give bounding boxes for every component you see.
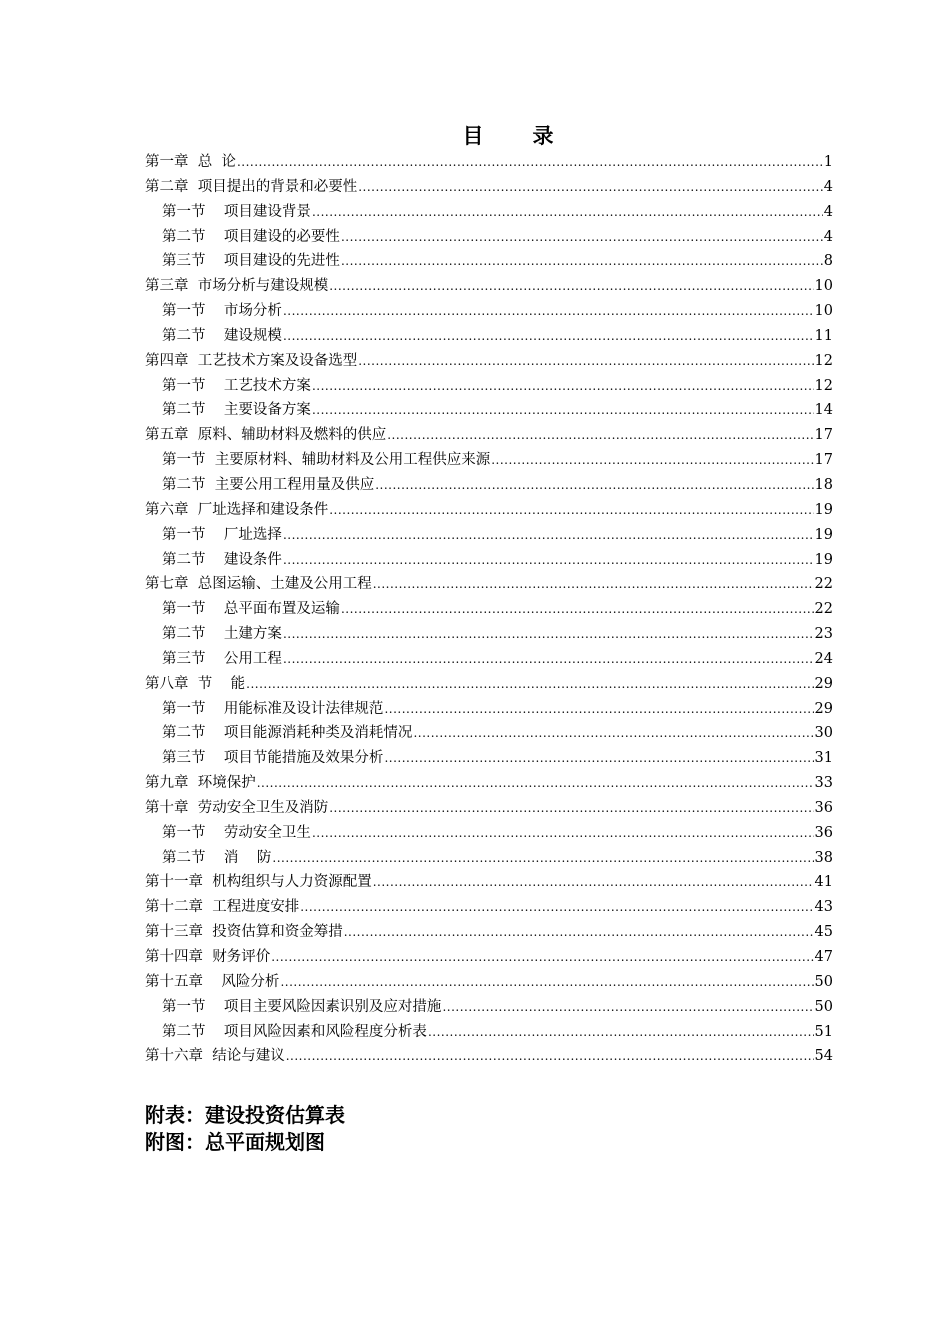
toc-chapter-entry[interactable] <box>145 498 833 523</box>
toc-dot-leader <box>246 672 813 697</box>
toc-page-number: 12 <box>814 377 833 394</box>
toc-dot-leader <box>358 175 823 200</box>
toc-dot-leader <box>312 200 823 225</box>
toc-page-number: 17 <box>814 452 833 469</box>
toc-chapter-entry[interactable] <box>145 1044 833 1069</box>
toc-dot-leader <box>312 821 814 846</box>
toc-chapter-entry[interactable] <box>145 423 833 448</box>
toc-dot-leader <box>237 150 823 175</box>
toc-entry-label: 第十二章 工程进度安排 <box>145 899 300 916</box>
toc-dot-leader <box>280 970 813 995</box>
toc-chapter-entry[interactable] <box>145 920 833 945</box>
toc-section-entry[interactable] <box>145 721 833 746</box>
toc-entry-label: 第二节 项目风险因素和风险程度分析表 <box>162 1023 427 1040</box>
toc-page-number: 4 <box>823 203 833 220</box>
toc-section-entry[interactable] <box>145 225 833 250</box>
toc-dot-leader <box>283 548 814 573</box>
toc-page-number: 19 <box>814 551 833 568</box>
toc-entry-label: 第十一章 机构组织与人力资源配置 <box>145 874 372 891</box>
toc-entry-label: 第四章 工艺技术方案及设备选型 <box>145 352 358 369</box>
toc-page-number: 36 <box>814 799 833 816</box>
appendix-table-link[interactable]: 附表：建设投资估算表 <box>145 1103 345 1127</box>
toc-entry-label: 第一节 市场分析 <box>162 303 282 320</box>
toc-chapter-entry[interactable] <box>145 175 833 200</box>
toc-entry-label: 第九章 环境保护 <box>145 775 256 792</box>
toc-section-entry[interactable] <box>145 746 833 771</box>
toc-chapter-entry[interactable] <box>145 150 833 175</box>
toc-dot-leader <box>387 423 813 448</box>
toc-entry-label: 第一节 项目主要风险因素识别及应对措施 <box>162 998 442 1015</box>
toc-section-entry[interactable] <box>145 473 833 498</box>
toc-entry-label: 第三节 项目建设的先进性 <box>162 253 340 270</box>
toc-dot-leader <box>442 995 813 1020</box>
toc-page-number: 30 <box>814 725 833 742</box>
toc-entry-label: 第三节 公用工程 <box>162 650 282 667</box>
toc-dot-leader <box>341 225 823 250</box>
toc-page-number: 45 <box>814 924 833 941</box>
toc-dot-leader <box>384 697 813 722</box>
toc-section-entry[interactable] <box>145 821 833 846</box>
toc-page-number: 29 <box>814 675 833 692</box>
toc-dot-leader <box>272 846 813 871</box>
toc-section-entry[interactable] <box>145 647 833 672</box>
appendix-section <box>145 1102 345 1156</box>
toc-entry-label: 第二节 主要公用工程用量及供应 <box>162 476 375 493</box>
toc-section-entry[interactable] <box>145 846 833 871</box>
toc-chapter-entry[interactable] <box>145 672 833 697</box>
toc-dot-leader <box>283 324 814 349</box>
toc-entry-label: 第一节 工艺技术方案 <box>162 377 311 394</box>
toc-entry-label: 第二节 主要设备方案 <box>162 402 311 419</box>
toc-page-number: 24 <box>814 650 833 667</box>
toc-page-number: 17 <box>814 427 833 444</box>
toc-page-number: 4 <box>823 228 833 245</box>
toc-page-number: 11 <box>814 327 833 344</box>
toc-dot-leader <box>329 498 813 523</box>
toc-page-number: 22 <box>814 601 833 618</box>
toc-page-number: 4 <box>823 178 833 195</box>
toc-page-number: 10 <box>814 278 833 295</box>
toc-dot-leader <box>373 870 814 895</box>
toc-page-number: 19 <box>814 501 833 518</box>
toc-entry-label: 第十五章 风险分析 <box>145 973 280 990</box>
toc-page-number: 43 <box>814 899 833 916</box>
toc-entry-label: 第二节 项目建设的必要性 <box>162 228 340 245</box>
toc-chapter-entry[interactable] <box>145 796 833 821</box>
toc-page-number: 8 <box>823 253 833 270</box>
toc-dot-leader <box>384 746 813 771</box>
toc-dot-leader <box>344 920 814 945</box>
toc-entry-label: 第十四章 财务评价 <box>145 949 271 965</box>
toc-entry-label: 第二节 建设条件 <box>162 551 282 568</box>
toc-dot-leader <box>375 473 813 498</box>
toc-section-entry[interactable] <box>145 374 833 399</box>
toc-page-number: 12 <box>814 352 833 369</box>
toc-page-number: 50 <box>814 973 833 990</box>
toc-page-number: 14 <box>814 402 833 419</box>
toc-section-entry[interactable] <box>145 523 833 548</box>
toc-chapter-entry[interactable] <box>145 895 833 920</box>
toc-page-number: 36 <box>814 824 833 841</box>
toc-chapter-entry[interactable] <box>145 274 833 299</box>
toc-section-entry[interactable] <box>145 548 833 573</box>
toc-dot-leader <box>341 597 814 622</box>
toc-section-entry[interactable] <box>145 622 833 647</box>
toc-dot-leader <box>312 398 814 423</box>
toc-entry-label: 第一章 总 论 <box>145 154 236 170</box>
toc-dot-leader <box>312 374 814 399</box>
toc-section-entry[interactable] <box>145 448 833 473</box>
toc-section-entry[interactable] <box>145 324 833 349</box>
toc-dot-leader <box>329 796 813 821</box>
toc-chapter-entry[interactable] <box>145 870 833 895</box>
toc-dot-leader <box>283 299 814 324</box>
toc-entry-label: 第二章 项目提出的背景和必要性 <box>145 178 358 195</box>
toc-chapter-entry[interactable] <box>145 349 833 374</box>
toc-entry-label: 第二节 项目能源消耗种类及消耗情况 <box>162 725 413 742</box>
toc-chapter-entry[interactable] <box>145 970 833 995</box>
toc-entry-label: 第一节 用能标准及设计法律规范 <box>162 700 384 717</box>
toc-dot-leader <box>300 895 813 920</box>
toc-entry-label: 第二节 消 防 <box>162 849 272 866</box>
toc-dot-leader <box>283 622 814 647</box>
toc-dot-leader <box>358 349 813 374</box>
toc-entry-label: 第六章 厂址选择和建设条件 <box>145 501 329 518</box>
toc-entry-label: 第一节 厂址选择 <box>162 526 282 543</box>
toc-page-number: 19 <box>814 526 833 543</box>
toc-entry-label: 第二节 土建方案 <box>162 626 282 643</box>
toc-page-number: 41 <box>814 874 833 891</box>
toc-entry-label: 第十三章 投资估算和资金筹措 <box>145 924 343 941</box>
toc-page-number: 18 <box>814 476 833 493</box>
toc-section-entry[interactable] <box>145 995 833 1020</box>
toc-page-number: 47 <box>814 949 833 965</box>
toc-entry-label: 第一节 劳动安全卫生 <box>162 824 311 841</box>
toc-dot-leader <box>257 771 814 796</box>
toc-dot-leader <box>428 1020 814 1045</box>
toc-dot-leader <box>491 448 813 473</box>
toc-section-entry[interactable] <box>145 200 833 225</box>
toc-chapter-entry[interactable] <box>145 945 833 970</box>
toc-dot-leader <box>373 572 814 597</box>
toc-dot-leader <box>329 274 813 299</box>
toc-entry-label: 第八章 节 能 <box>145 675 246 692</box>
toc-page-number: 1 <box>823 154 833 170</box>
toc-section-entry[interactable] <box>145 697 833 722</box>
toc-page-number: 50 <box>814 998 833 1015</box>
toc-page-number: 31 <box>814 750 833 767</box>
toc-page-number: 10 <box>814 303 833 320</box>
toc-dot-leader <box>283 523 814 548</box>
toc-page-number: 38 <box>814 849 833 866</box>
toc-entry-label: 第五章 原料、辅助材料及燃料的供应 <box>145 427 387 444</box>
toc-entry-label: 第二节 建设规模 <box>162 327 282 344</box>
toc-dot-leader <box>271 945 813 970</box>
toc-page-number: 22 <box>814 576 833 593</box>
toc-entry-label: 第七章 总图运输、土建及公用工程 <box>145 576 372 593</box>
toc-chapter-entry[interactable] <box>145 771 833 796</box>
toc-dot-leader <box>413 721 813 746</box>
toc-section-entry[interactable] <box>145 1020 833 1045</box>
toc-title: 目 录 <box>462 123 568 148</box>
toc-page-number: 23 <box>814 626 833 643</box>
appendix-figure-link[interactable]: 附图：总平面规划图 <box>145 1130 325 1154</box>
toc-entry-label: 第一节 主要原材料、辅助材料及公用工程供应来源 <box>162 452 491 469</box>
toc-list <box>145 150 833 1069</box>
toc-page-number: 29 <box>814 700 833 717</box>
toc-dot-leader <box>286 1044 814 1069</box>
toc-section-entry[interactable] <box>145 597 833 622</box>
toc-dot-leader <box>341 249 823 274</box>
toc-dot-leader <box>283 647 814 672</box>
toc-chapter-entry[interactable] <box>145 572 833 597</box>
toc-entry-label: 第十章 劳动安全卫生及消防 <box>145 799 329 816</box>
toc-section-entry[interactable] <box>145 299 833 324</box>
toc-entry-label: 第十六章 结论与建议 <box>145 1048 285 1065</box>
toc-entry-label: 第三节 项目节能措施及效果分析 <box>162 750 384 767</box>
toc-page-number: 51 <box>814 1023 833 1040</box>
toc-section-entry[interactable] <box>145 398 833 423</box>
toc-entry-label: 第一节 项目建设背景 <box>162 203 311 220</box>
toc-section-entry[interactable] <box>145 249 833 274</box>
toc-entry-label: 第一节 总平面布置及运输 <box>162 601 340 618</box>
toc-entry-label: 第三章 市场分析与建设规模 <box>145 278 329 295</box>
toc-page-number: 33 <box>814 775 833 792</box>
toc-page-number: 54 <box>814 1048 833 1065</box>
